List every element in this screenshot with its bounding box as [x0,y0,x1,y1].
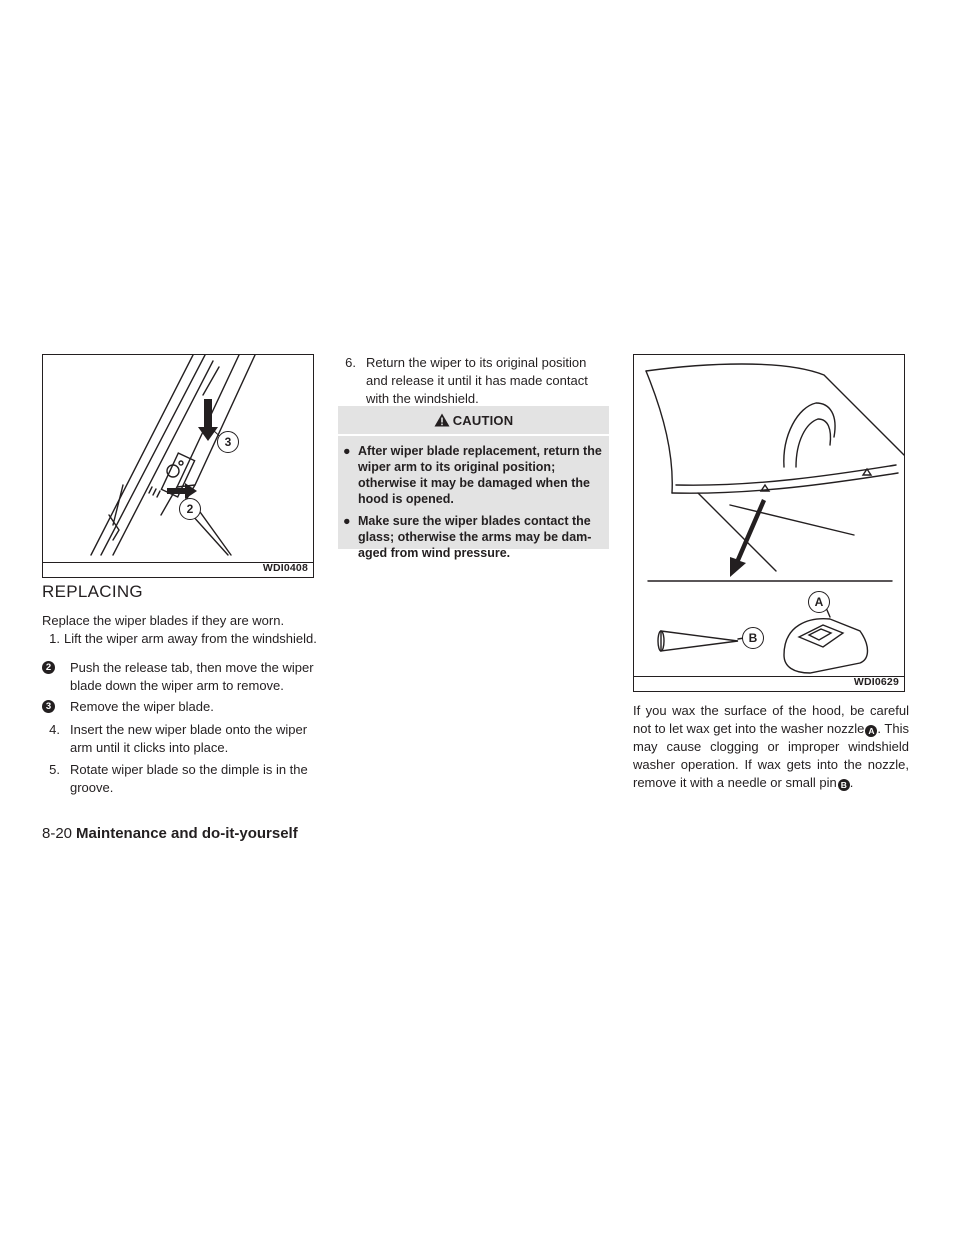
caution-item: ● Make sure the wiper blades contact the glass; otherwise the arms may be dam-aged from wind pressure. [343,514,592,560]
washer-nozzle-illustration [634,355,905,692]
page-footer [42,825,298,842]
intro-text: Replace the wiper blades if they are worn. [42,613,285,628]
section-heading: REPLACING [42,582,143,601]
washer-paragraph: If you wax the surface of the hood, be careful not to let wax get into the washer nozzle A . This may cause clogging or improper windshield washer operation. If wax gets into the nozzle, remove it with a needle or small pin B . [633,703,909,790]
figure-code: WDI0408 [262,562,308,574]
bullet-icon: ● [343,444,351,458]
callout-2: 2 [179,498,201,520]
washer-nozzle-figure [633,354,905,692]
wiper-arm-illustration [43,355,314,578]
figure-code: WDI0629 [853,676,899,688]
marker-a: A [865,725,877,737]
callout-a: A [808,591,830,613]
section-name: Maintenance and do-it-yourself [76,825,298,842]
bullet-icon: ● [343,514,351,528]
callout-3: 3 [217,431,239,453]
caution-item: ● After wiper blade replacement, return the wiper arm to its original position; otherwise it may be damaged when the hood is opened. [343,444,602,506]
warning-icon [434,413,450,427]
marker-b: B [838,779,850,791]
step-5: 5. Rotate wiper blade so the dimple is in the groove. [49,762,308,795]
step-3: 3 Remove the wiper blade. [42,698,318,716]
page-number: 8-20 [42,825,73,842]
step-6: 6. Return the wiper to its original position and release it until it has made contact with the windshield. [345,355,588,406]
step-2: 2 Push the release tab, then move the wiper blade down the wiper arm to remove. [42,659,318,695]
wiper-figure [42,354,314,578]
caution-header [338,406,609,436]
caution-box [338,406,609,560]
callout-b: B [742,627,764,649]
step-4: 4. Insert the new wiper blade onto the wiper arm until it clicks into place. [49,722,308,755]
step-1: 1. Lift the wiper arm away from the windshield. [49,631,317,646]
caution-title: CAUTION [452,412,514,428]
